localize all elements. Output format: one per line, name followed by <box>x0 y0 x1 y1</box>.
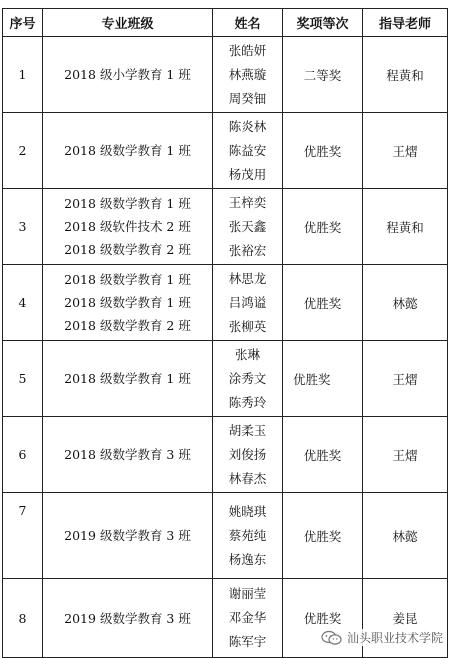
student-name: 姚晓琪 <box>228 503 267 519</box>
class-cell <box>43 113 213 189</box>
row-number: 2 <box>3 113 43 189</box>
award-cell: 二等奖 <box>283 37 363 113</box>
student-name: 张琳 <box>234 346 260 362</box>
student-name: 陈益安 <box>228 142 267 158</box>
row-number: 7 <box>3 493 43 579</box>
class-line: 2018 级数学教育 2 班 <box>64 318 191 333</box>
table-row <box>3 113 448 189</box>
award-cell: 优胜奖 <box>283 265 363 341</box>
advisor-cell: 姜昆 <box>363 579 448 658</box>
student-name: 张天鑫 <box>228 218 267 234</box>
header-no: 序号 <box>3 9 43 37</box>
award-cell: 优胜奖 <box>283 341 363 417</box>
award-cell: 优胜奖 <box>283 189 363 265</box>
row-number: 5 <box>3 341 43 417</box>
student-name: 王梓奕 <box>228 194 267 210</box>
student-name: 张柳英 <box>228 318 267 334</box>
table-row <box>3 493 448 579</box>
award-cell: 优胜奖 <box>283 579 363 658</box>
wechat-icon <box>321 630 343 646</box>
row-number: 1 <box>3 37 43 113</box>
header-advisor: 指导老师 <box>363 9 448 37</box>
student-name: 蔡苑纯 <box>228 527 267 543</box>
award-cell: 优胜奖 <box>283 113 363 189</box>
class-line: 2018 级数学教育 1 班 <box>64 371 191 386</box>
student-name: 涂秀文 <box>228 370 267 386</box>
table-row <box>3 37 448 113</box>
student-name: 吕鸿谥 <box>228 294 267 310</box>
table-row <box>3 417 448 493</box>
class-cell <box>43 579 213 658</box>
row-number: 8 <box>3 579 43 658</box>
header-class: 专业班级 <box>43 9 213 37</box>
student-name: 张皓妍 <box>228 42 267 58</box>
award-cell: 优胜奖 <box>283 493 363 579</box>
class-line: 2018 级软件技术 2 班 <box>64 219 191 234</box>
student-name: 邓金华 <box>228 610 267 625</box>
watermark <box>321 629 443 646</box>
student-name: 林燕璇 <box>228 66 267 82</box>
class-line: 2018 级数学教育 3 班 <box>64 447 191 462</box>
table-row <box>3 265 448 341</box>
class-cell <box>43 37 213 113</box>
names-cell <box>213 37 283 113</box>
student-name: 周癸钿 <box>228 90 267 106</box>
header-names: 姓名 <box>213 9 283 37</box>
student-name: 杨茂用 <box>228 166 267 182</box>
student-name: 陈炎林 <box>228 118 267 134</box>
class-line: 2018 级数学教育 1 班 <box>64 196 191 211</box>
advisor-cell: 王熠 <box>363 341 448 417</box>
advisor-cell: 程黄和 <box>363 37 448 113</box>
student-name: 陈秀玲 <box>228 394 267 410</box>
row-number: 6 <box>3 417 43 493</box>
student-name: 林思龙 <box>228 270 267 286</box>
names-cell <box>213 417 283 493</box>
names-cell <box>213 341 283 417</box>
class-cell <box>43 341 213 417</box>
table-row <box>3 341 448 417</box>
class-line: 2018 级数学教育 2 班 <box>64 242 191 257</box>
advisor-cell: 林懿 <box>363 493 448 579</box>
advisor-cell: 王熠 <box>363 113 448 189</box>
class-line: 2018 级小学教育 1 班 <box>64 67 191 82</box>
class-cell <box>43 265 213 341</box>
class-cell <box>43 189 213 265</box>
student-name: 谢丽莹 <box>228 586 267 601</box>
class-line: 2018 级数学教育 1 班 <box>64 295 191 310</box>
row-number: 3 <box>3 189 43 265</box>
class-cell <box>43 493 213 579</box>
advisor-cell: 王熠 <box>363 417 448 493</box>
class-line: 2018 级数学教育 1 班 <box>64 143 191 158</box>
class-line: 2019 级数学教育 3 班 <box>64 610 191 626</box>
award-cell: 优胜奖 <box>283 417 363 493</box>
names-cell <box>213 265 283 341</box>
table-header-row <box>3 9 448 37</box>
student-name: 杨逸东 <box>228 551 267 567</box>
names-cell <box>213 113 283 189</box>
table-row <box>3 189 448 265</box>
names-cell <box>213 579 283 658</box>
advisor-cell: 林懿 <box>363 265 448 341</box>
advisor-cell: 程黄和 <box>363 189 448 265</box>
student-name: 刘俊扬 <box>228 446 267 462</box>
class-cell <box>43 417 213 493</box>
row-number: 4 <box>3 265 43 341</box>
header-award: 奖项等次 <box>283 9 363 37</box>
class-line: 2019 级数学教育 3 班 <box>64 528 191 543</box>
student-name: 林春杰 <box>228 470 267 486</box>
names-cell <box>213 189 283 265</box>
award-table <box>2 8 448 658</box>
student-name: 陈军宇 <box>228 634 267 649</box>
student-name: 胡柔玉 <box>228 422 267 438</box>
class-line: 2018 级数学教育 1 班 <box>64 272 191 287</box>
names-cell <box>213 493 283 579</box>
watermark-text: 汕头职业技术学院 <box>346 631 443 645</box>
student-name: 张裕宏 <box>228 242 267 258</box>
